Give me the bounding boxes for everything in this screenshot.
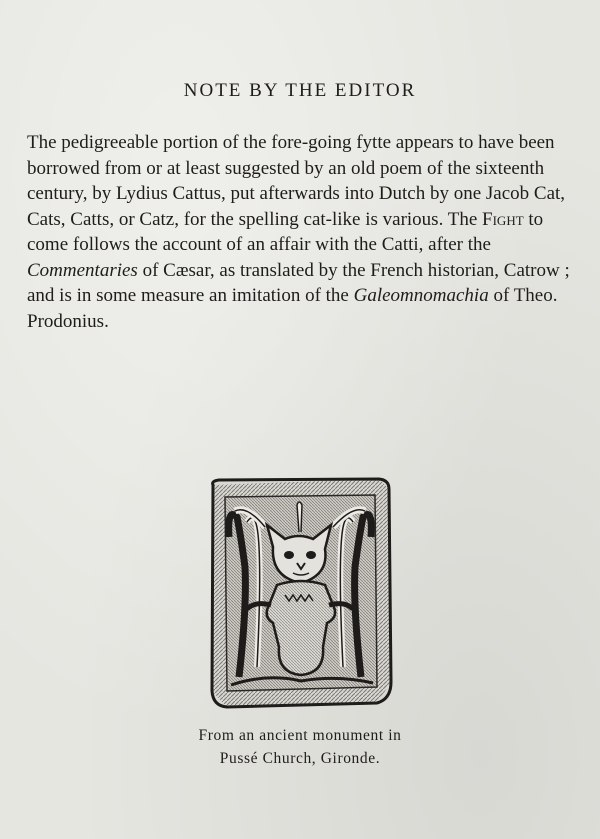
- page-title: NOTE BY THE EDITOR: [183, 80, 417, 101]
- commentaries-italic: Commentaries: [27, 259, 138, 281]
- galeomnomachia-italic: Galeomnomachia: [353, 285, 489, 306]
- note-text: [27, 130, 575, 334]
- note-text-part-1: The pedigreeable portion of the fore-going fytte appears to have been borrowed from or at least suggested by an old poem of the sixteenth century, by Lydius Cattus, put afterwards into Dutch by one Jacob Cat, Cats, Catts, or Catz, for the spelling cat-like is various. The: [27, 132, 566, 230]
- note-text-part-3: of Cæsar, as translated by the French historian, Catrow ; and is in some measure an imitation of the: [27, 259, 570, 306]
- caption-line-1: From an ancient monument in: [198, 727, 402, 744]
- caption-line-2: Pussé Church, Gironde.: [219, 750, 381, 767]
- editor-note-paragraph: [27, 130, 575, 334]
- note-text-part-2: to come follows the account of an affair with the Catti, after the: [27, 208, 544, 255]
- fight-smallcaps: Fight: [482, 208, 524, 230]
- cat-monument-engraving: [207, 477, 393, 710]
- figure-caption: [0, 724, 600, 770]
- note-text-part-4: of Theo. Prodonius.: [27, 285, 558, 332]
